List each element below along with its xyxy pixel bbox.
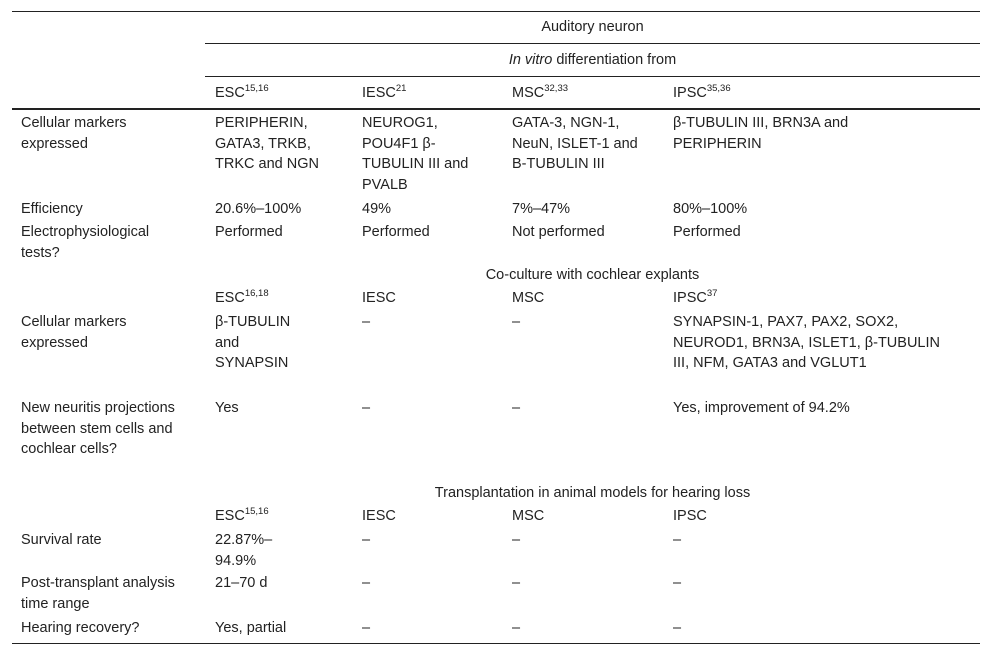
cell-coculture-markers-esc: β-TUBULIN and SYNAPSIN xyxy=(215,314,291,371)
header-bottom-rule xyxy=(12,108,980,110)
col-header-label: IPSC xyxy=(673,85,707,101)
cell-survival-ipsc: – xyxy=(673,532,682,548)
col-header-ref: 15,16 xyxy=(244,506,269,517)
cell-coculture-markers-iesc: – xyxy=(362,314,371,330)
cell-efficiency-msc: 7%–47% xyxy=(512,201,571,217)
transplant-col-esc xyxy=(215,506,269,527)
cell-coculture-markers-ipsc: SYNAPSIN-1, PAX7, PAX2, SOX2, NEUROD1, BRN3A, ISLET1, β-TUBULIN III, NFM, GATA3 and VGLUT1 xyxy=(673,314,940,371)
header-auditory-neuron: Auditory neuron xyxy=(541,19,644,35)
cell-timerange-iesc: – xyxy=(362,575,371,591)
coculture-col-esc xyxy=(215,288,269,309)
section-title-coculture: Co-culture with cochlear explants xyxy=(485,267,700,283)
row-label-survival: Survival rate xyxy=(21,532,102,548)
header-in-vitro-rest: differentiation from xyxy=(552,52,677,68)
header-in-vitro-italic: In vitro xyxy=(508,52,553,68)
cell-markers-esc: PERIPHERIN, GATA3, TRKB, TRKC and NGN xyxy=(215,115,319,172)
col-header-msc xyxy=(512,83,568,104)
col-header-label: ESC xyxy=(215,85,245,101)
col-header-ipsc xyxy=(673,83,731,104)
row-label-recovery: Hearing recovery? xyxy=(21,620,140,636)
table-bottom-rule xyxy=(12,643,980,644)
col-header-label: ESC xyxy=(215,290,245,306)
header-divider-2 xyxy=(205,76,980,77)
cell-timerange-esc: 21–70 d xyxy=(215,575,268,591)
header-in-vitro xyxy=(205,50,980,71)
section-title-transplant: Transplantation in animal models for hearing loss xyxy=(434,485,751,501)
row-label-timerange: Post-transplant analysis time range xyxy=(21,575,175,612)
col-header-ref: 15,16 xyxy=(244,83,269,94)
col-header-label: MSC xyxy=(512,85,545,101)
table-top-rule xyxy=(12,11,980,12)
col-header-ref: 21 xyxy=(395,83,407,94)
transplant-col-msc: MSC xyxy=(512,508,545,524)
col-header-label: ESC xyxy=(215,508,245,524)
cell-neuritis-msc: – xyxy=(512,400,521,416)
col-header-label: IPSC xyxy=(673,290,707,306)
cell-coculture-markers-msc: – xyxy=(512,314,521,330)
cell-timerange-ipsc: – xyxy=(673,575,682,591)
cell-markers-ipsc: β-TUBULIN III, BRN3A and PERIPHERIN xyxy=(673,115,849,152)
col-header-iesc xyxy=(362,83,406,104)
coculture-col-iesc: IESC xyxy=(362,290,396,306)
cell-recovery-msc: – xyxy=(512,620,521,636)
row-label-efficiency: Efficiency xyxy=(21,201,83,217)
col-header-esc xyxy=(215,83,269,104)
col-header-label: IESC xyxy=(362,85,396,101)
col-header-ref: 35,36 xyxy=(706,83,731,94)
coculture-col-ipsc xyxy=(673,288,717,309)
cell-survival-iesc: – xyxy=(362,532,371,548)
cell-electro-iesc: Performed xyxy=(362,224,430,240)
row-label-markers: Cellular markers expressed xyxy=(21,115,127,152)
cell-recovery-ipsc: – xyxy=(673,620,682,636)
cell-survival-msc: – xyxy=(512,532,521,548)
col-header-ref: 32,33 xyxy=(544,83,569,94)
cell-timerange-msc: – xyxy=(512,575,521,591)
cell-efficiency-esc: 20.6%–100% xyxy=(215,201,302,217)
cell-electro-msc: Not performed xyxy=(512,224,605,240)
cell-efficiency-ipsc: 80%–100% xyxy=(673,201,748,217)
coculture-col-msc: MSC xyxy=(512,290,545,306)
cell-efficiency-iesc: 49% xyxy=(362,201,392,217)
cell-neuritis-ipsc: Yes, improvement of 94.2% xyxy=(673,400,850,416)
cell-markers-msc: GATA-3, NGN-1, NeuN, ISLET-1 and B-TUBULIN III xyxy=(512,115,638,172)
cell-electro-esc: Performed xyxy=(215,224,283,240)
cell-survival-esc: 22.87%–94.9% xyxy=(215,532,273,569)
cell-neuritis-esc: Yes xyxy=(215,400,239,416)
row-label-coculture-markers: Cellular markers expressed xyxy=(21,314,127,351)
col-header-ref: 37 xyxy=(706,288,718,299)
transplant-col-ipsc: IPSC xyxy=(673,508,707,524)
cell-markers-iesc: NEUROG1, POU4F1 β-TUBULIN III and PVALB xyxy=(362,115,469,193)
cell-recovery-esc: Yes, partial xyxy=(215,620,287,636)
row-label-electro: Electrophysiological tests? xyxy=(21,224,150,261)
col-header-ref: 16,18 xyxy=(244,288,269,299)
cell-electro-ipsc: Performed xyxy=(673,224,741,240)
cell-neuritis-iesc: – xyxy=(362,400,371,416)
row-label-neuritis: New neuritis projections between stem cells and cochlear cells? xyxy=(21,400,175,457)
header-divider-1 xyxy=(205,43,980,44)
transplant-col-iesc: IESC xyxy=(362,508,396,524)
cell-recovery-iesc: – xyxy=(362,620,371,636)
